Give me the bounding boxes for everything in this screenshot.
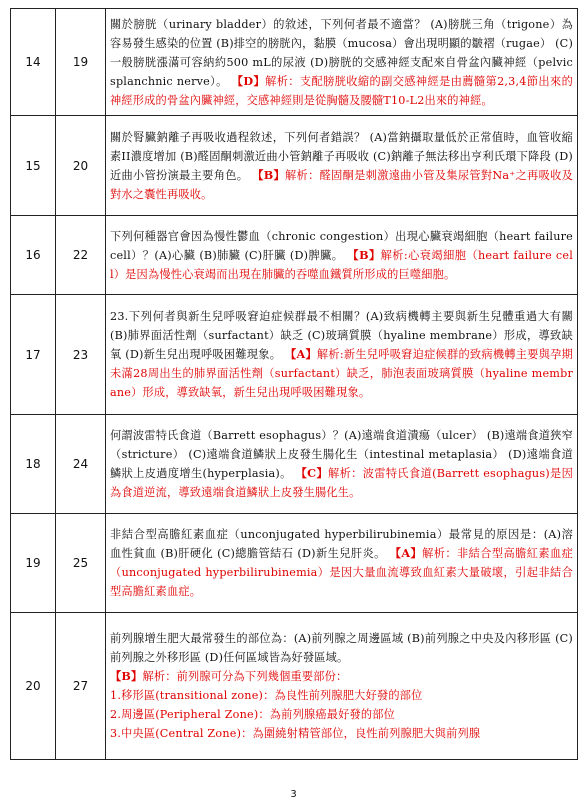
answer-key: 【B】 <box>252 167 286 182</box>
question-number: 20 <box>56 116 106 216</box>
row-number: 15 <box>11 116 56 216</box>
table-row <box>11 9 578 116</box>
table-row <box>11 116 578 216</box>
table-row <box>11 216 578 295</box>
answer-text: 解析：前列腺可分為下列幾個重要部份： <box>142 670 348 683</box>
question-text: 非結合型高膽紅素血症（unconjugated hyperbilirubinemia）最常見的原因是：(A)溶血性貧血 (B)肝硬化 (C)總膽管結石 (D)新生兒肝炎。 <box>110 528 573 560</box>
answer-text: 解析：醛固酮是刺激遠曲小管及集尿管對Na⁺之再吸收及對水之囊性再吸收。 <box>110 168 574 201</box>
question-number: 22 <box>56 216 106 295</box>
table-row <box>11 514 578 613</box>
question-cell <box>106 295 578 415</box>
row-number: 19 <box>11 514 56 613</box>
answer-list-item: 3.中央區(Central Zone)：為圍繞射精管部位，良性前列腺肥大與前列腺 <box>110 727 481 740</box>
question-text: 何謂波雷特氏食道（Barrett esophagus）？(A)遠端食道潰瘍（ulcer） (B)遠端食道狹窄（stricture） (C)遠端食道鱗狀上皮發生腸化生（intestinal metaplasia） (D)遠端食道鱗狀上皮過度增生(hyperplasia)。 <box>110 429 573 480</box>
question-cell <box>106 216 578 295</box>
row-number: 16 <box>11 216 56 295</box>
answer-text: 解析：波雷特氏食道(Barrett esophagus)是因為食道逆流，導致遠端食道鱗狀上皮發生腸化生。 <box>110 467 573 499</box>
answer-key: 【D】 <box>231 73 266 88</box>
answer-text: 解析:新生兒呼吸窘迫症候群的致病機轉主要與孕期未滿28周出生的肺界面活性劑（surfactant）缺乏，肺泡表面玻璃質膜（hyaline membrane）形成，導致缺氧，新生兒出現呼吸困難現象。 <box>110 348 574 399</box>
question-cell <box>106 613 578 760</box>
question-number: 24 <box>56 415 106 514</box>
answer-explanation <box>110 667 573 686</box>
question-number: 27 <box>56 613 106 760</box>
question-cell <box>106 9 578 116</box>
question-text: 關於腎臟鈉離子再吸收過程敘述，下列何者錯誤？ (A)當鈉攝取量低於正常值時，血管收縮素II濃度增加 (B)醛固酮刺激近曲小管鈉離子再吸收 (C)鈉離子無法移出亨利氏環下降段 (D)近曲小管扮演最主要角色。 <box>110 130 573 182</box>
row-number: 14 <box>11 9 56 116</box>
answer-text: 解析：支配膀胱收縮的副交感神經是由薦髓第2,3,4節出來的神經形成的骨盆內臟神經，交感神經則是從胸髓及腰髓T10-L2出來的神經。 <box>110 74 573 107</box>
answer-key: 【B】 <box>347 247 381 262</box>
question-number: 19 <box>56 9 106 116</box>
question-text: 下列何種器官會因為慢性鬱血（chronic congestion）出現心臟衰竭細胞（heart failure cell）？(A)心臟 (B)肺臟 (C)肝臟 (D)脾臟。 <box>110 229 573 262</box>
table-row <box>11 613 578 760</box>
question-cell <box>106 514 578 613</box>
answer-key: 【A】 <box>389 546 423 560</box>
question-table <box>10 8 578 760</box>
answer-text: 解析:心衰竭細胞（heart failure cell）是因為慢性心衰竭而出現在肺臟的吞噬血鐵質所形成的巨噬細胞。 <box>110 248 573 281</box>
question-cell <box>106 116 578 216</box>
question-text: 23.下列何者與新生兒呼吸窘迫症候群最不相關？(A)致病機轉主要與新生兒體重過大有關 (B)肺界面活性劑（surfactant）缺乏 (C)玻璃質膜（hyaline membrane）形成，導致缺氧 (D)新生兒出現呼吸困難現象。 <box>110 310 573 361</box>
answer-list-item: 2.周邊區(Peripheral Zone)：為前列腺癌最好發的部位 <box>110 708 396 721</box>
question-text: 關於膀胱（urinary bladder）的敘述，下列何者最不適當？ (A)膀胱三角（trigone）為容易發生感染的位置 (B)排空的膀胱內，黏膜（mucosa）會出現明顯的皺褶（rugae） (C)一般膀胱漲滿可容納約500 mL的尿液 (D)膀胱的交感神經支配來自骨盆內臟神經（pelvic splanchnic nerve）。 <box>110 17 574 88</box>
question-number: 25 <box>56 514 106 613</box>
row-number: 18 <box>11 415 56 514</box>
table-row <box>11 415 578 514</box>
answer-list-item: 1.移形區(transitional zone)：為良性前列腺肥大好發的部位 <box>110 689 423 702</box>
answer-key: 【A】 <box>285 347 317 361</box>
page-number: 3 <box>290 789 297 800</box>
row-number: 17 <box>11 295 56 415</box>
question-number: 23 <box>56 295 106 415</box>
question-cell <box>106 415 578 514</box>
answer-text: 解析：非結合型高膽紅素血症（unconjugated hyperbilirubinemia）是因大量血流導致血紅素大量破壞，引起非結合型高膽紅素血症。 <box>110 547 573 598</box>
question-text: 前列腺增生肥大最常發生的部位為：(A)前列腺之周邊區域 (B)前列腺之中央及內移形區 (C)前列腺之外移形區 (D)任何區域皆為好發區域。 <box>110 632 573 664</box>
row-number: 20 <box>11 613 56 760</box>
answer-key: 【B】 <box>110 669 143 683</box>
table-row <box>11 295 578 415</box>
answer-key: 【C】 <box>295 466 329 480</box>
